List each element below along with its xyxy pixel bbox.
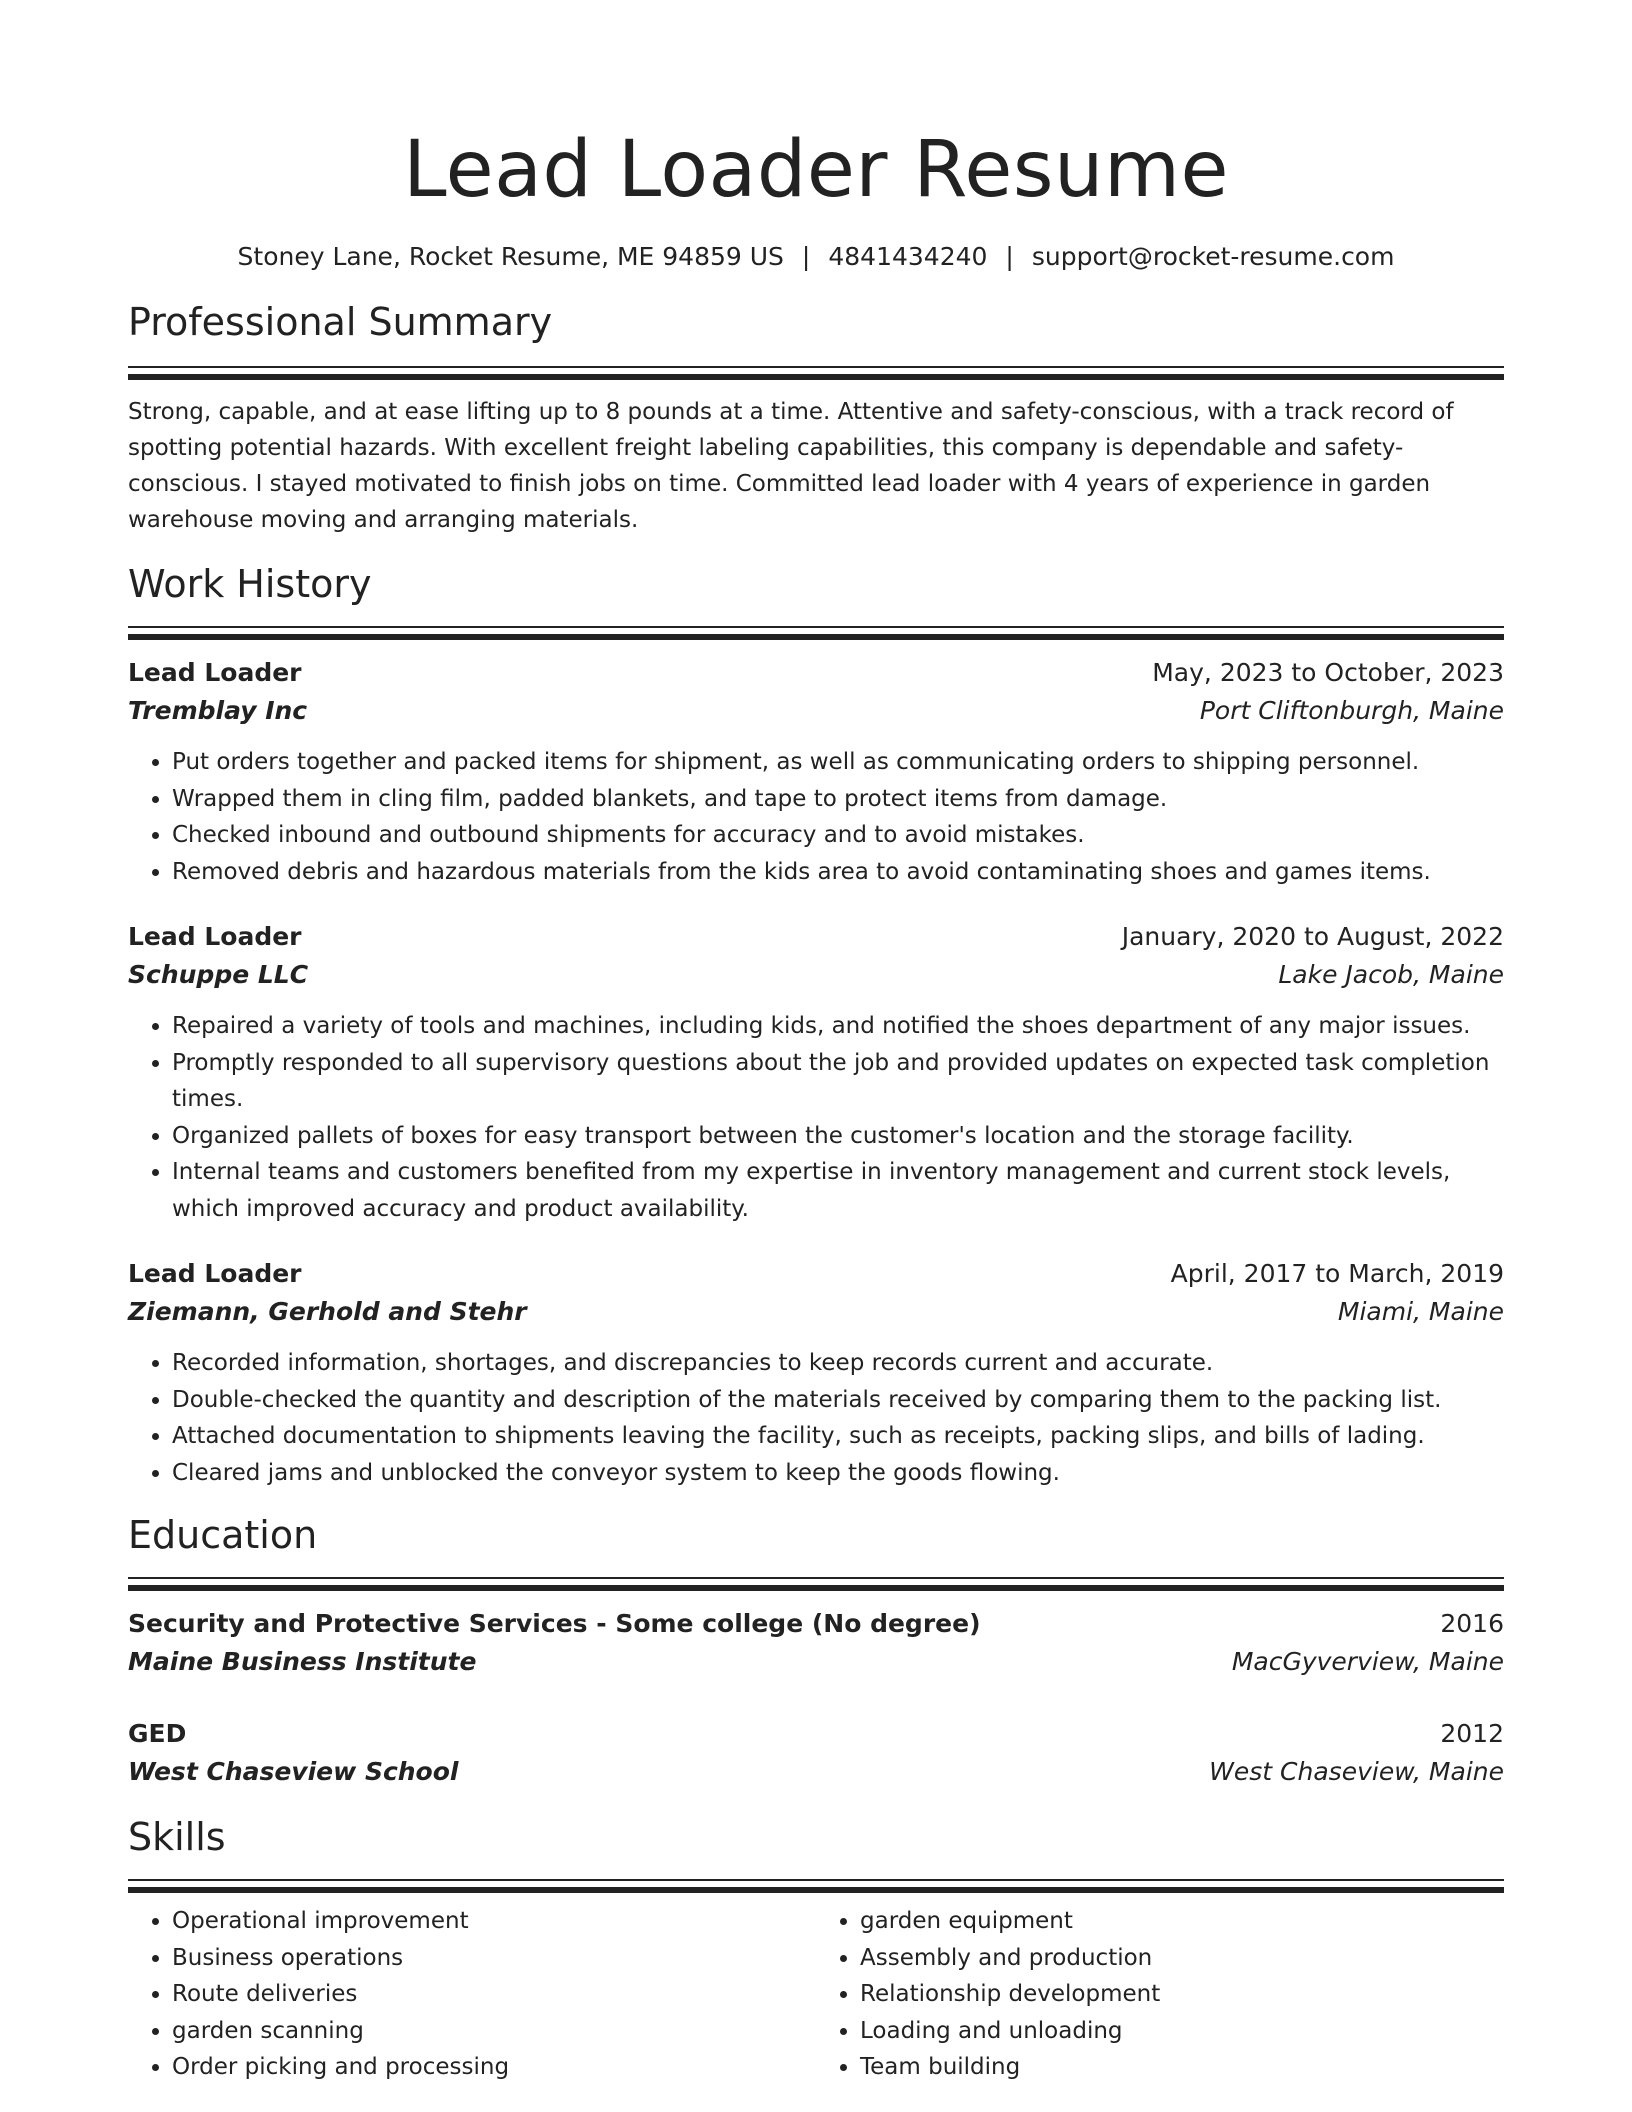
email: support@rocket-resume.com — [1031, 242, 1395, 271]
company-name: Schuppe LLC — [128, 960, 309, 989]
job-location: Port Cliftonburgh, Maine — [1199, 696, 1504, 725]
education-subheader — [128, 1753, 1504, 1791]
section-title: Education — [128, 1513, 318, 1557]
section-divider — [128, 626, 1504, 640]
skill-item: • Team building — [860, 2049, 1504, 2086]
resume-title: Lead Loader Resume — [403, 125, 1229, 215]
skill-item: • Route deliveries — [172, 1976, 816, 2013]
graduation-year: 2016 — [1440, 1609, 1504, 1638]
skills-column-left — [128, 1903, 816, 2086]
job-header — [128, 918, 1504, 956]
list-item: • Repaired a variety of tools and machines, including kids, and notified the shoes department of any major issues. — [172, 1008, 1504, 1045]
job-dates: April, 2017 to March, 2019 — [1170, 1259, 1504, 1288]
summary-section — [128, 298, 1504, 538]
work-history-section — [128, 560, 1504, 1491]
job-location: Miami, Maine — [1337, 1297, 1504, 1326]
skill-item: • Assembly and production — [860, 1940, 1504, 1977]
contact-separator: | — [1005, 242, 1014, 271]
degree: Security and Protective Services - Some college (No degree) — [128, 1609, 981, 1638]
list-item: • Put orders together and packed items for shipment, as well as communicating orders to shipping personnel. — [172, 744, 1504, 781]
skills-column-right — [816, 1903, 1504, 2086]
job-entry — [128, 918, 1504, 1227]
job-subheader — [128, 692, 1504, 730]
list-item: • Cleared jams and unblocked the conveyor system to keep the goods flowing. — [172, 1455, 1504, 1492]
education-section — [128, 1511, 1504, 1791]
skill-item: • garden equipment — [860, 1903, 1504, 1940]
skill-item: • Operational improvement — [172, 1903, 816, 1940]
section-divider — [128, 1879, 1504, 1893]
contact-line — [128, 240, 1504, 274]
job-header — [128, 1255, 1504, 1293]
job-dates: January, 2020 to August, 2022 — [1121, 922, 1504, 951]
list-item: • Checked inbound and outbound shipments for accuracy and to avoid mistakes. — [172, 817, 1504, 854]
skill-item: • Loading and unloading — [860, 2013, 1504, 2050]
education-header — [128, 1605, 1504, 1643]
contact-separator: | — [801, 242, 811, 271]
skill-item: • Business operations — [172, 1940, 816, 1977]
skills-section — [128, 1813, 1504, 2086]
job-entry — [128, 654, 1504, 890]
list-item: • Attached documentation to shipments leaving the facility, such as receipts, packing slips, and bills of lading. — [172, 1418, 1504, 1455]
section-title: Skills — [128, 1815, 226, 1859]
graduation-year: 2012 — [1440, 1719, 1504, 1748]
degree: GED — [128, 1719, 187, 1748]
list-item: • Wrapped them in cling film, padded blankets, and tape to protect items from damage. — [172, 781, 1504, 818]
job-subheader — [128, 956, 1504, 994]
skill-item: • garden scanning — [172, 2013, 816, 2050]
list-item: • Removed debris and hazardous materials from the kids area to avoid contaminating shoes and games items. — [172, 854, 1504, 891]
job-dates: May, 2023 to October, 2023 — [1152, 658, 1504, 687]
education-subheader — [128, 1643, 1504, 1681]
job-bullets — [128, 744, 1504, 890]
section-divider — [128, 366, 1504, 380]
section-title: Professional Summary — [128, 300, 553, 344]
school-location: MacGyverview, Maine — [1231, 1647, 1504, 1676]
school-name: Maine Business Institute — [128, 1647, 477, 1676]
list-item: • Recorded information, shortages, and discrepancies to keep records current and accurate. — [172, 1345, 1504, 1382]
list-item: • Organized pallets of boxes for easy transport between the customer's location and the storage facility. — [172, 1118, 1504, 1155]
section-title: Work History — [128, 562, 372, 606]
skills-grid — [128, 1903, 1504, 2086]
job-title: Lead Loader — [128, 1259, 302, 1288]
phone: 4841434240 — [828, 242, 988, 271]
list-item: • Double-checked the quantity and description of the materials received by comparing them to the packing list. — [172, 1382, 1504, 1419]
job-title: Lead Loader — [128, 658, 302, 687]
section-divider — [128, 1577, 1504, 1591]
job-subheader — [128, 1293, 1504, 1331]
job-entry — [128, 1255, 1504, 1491]
list-item: • Promptly responded to all supervisory questions about the job and provided updates on expected task completion times. — [172, 1045, 1504, 1118]
education-entry — [128, 1715, 1504, 1791]
job-title: Lead Loader — [128, 922, 302, 951]
list-item: • Internal teams and customers benefited from my expertise in inventory management and current stock levels, which improved accuracy and product availability. — [172, 1154, 1504, 1227]
skill-item: • Relationship development — [860, 1976, 1504, 2013]
summary-text: Strong, capable, and at ease lifting up to 8 pounds at a time. Attentive and safety-conscious, with a track record of spotting potential hazards. With excellent freight labeling capabilities, this company is dependable and safety-conscious. I stayed motivated to finish jobs on time. Committed lead loader with 4 years of experience in garden warehouse moving and arranging materials. — [128, 399, 1454, 533]
job-bullets — [128, 1345, 1504, 1491]
school-name: West Chaseview School — [128, 1757, 459, 1786]
school-location: West Chaseview, Maine — [1209, 1757, 1504, 1786]
education-entry — [128, 1605, 1504, 1681]
job-bullets — [128, 1008, 1504, 1227]
skill-item: • Order picking and processing — [172, 2049, 816, 2086]
job-location: Lake Jacob, Maine — [1278, 960, 1504, 989]
address: Stoney Lane, Rocket Resume, ME 94859 US — [237, 242, 784, 271]
job-header — [128, 654, 1504, 692]
education-header — [128, 1715, 1504, 1753]
company-name: Tremblay Inc — [128, 696, 308, 725]
company-name: Ziemann, Gerhold and Stehr — [128, 1297, 527, 1326]
